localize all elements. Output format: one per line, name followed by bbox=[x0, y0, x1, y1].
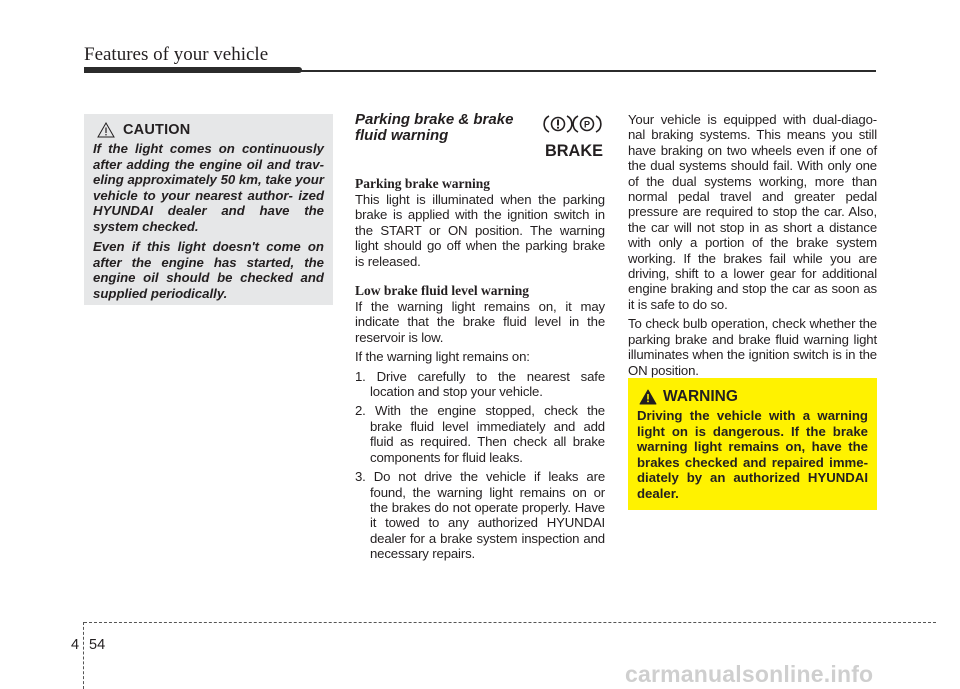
warning-triangle-filled-icon bbox=[639, 389, 657, 405]
warning-header bbox=[637, 388, 868, 406]
paragraph: Your vehicle is equipped with dual-diago- nal braking systems. This means you still have braking on two wheels even if one of the dual systems should fail. With only one of the dual systems working, more than normal pedal travel and greater pedal pressure are required to stop the car. Also, the car will not stop in as short a distance with only a portion of the brake system working. If the brakes fail while you are driving, shift to a lower gear for additional engine braking and stop the car as soon as it is safe to do so. bbox=[628, 112, 877, 312]
warning-box bbox=[628, 378, 877, 510]
list-item: 1. Drive carefully to the nearest safe location and stop your vehicle. bbox=[355, 368, 605, 400]
page-header-title: Features of your vehicle bbox=[84, 44, 269, 65]
header-rule bbox=[300, 70, 876, 72]
warning-title: WARNING bbox=[663, 388, 738, 405]
paragraph: If the warning light remains on: bbox=[355, 349, 530, 365]
header-accent-bar bbox=[84, 67, 302, 73]
watermark: carmanualsonline.info bbox=[625, 661, 874, 687]
middle-column bbox=[355, 112, 605, 562]
steps-list bbox=[355, 369, 605, 562]
brake-warning-icon bbox=[543, 112, 605, 160]
footer-rule bbox=[84, 622, 936, 623]
caution-title: CAUTION bbox=[123, 122, 191, 138]
list-item: 3. Do not drive the vehicle if leaks are found, the warning light remains on or the brakes do not operate properly. Have it towed to any authorized HYUNDAI dealer for a brake system inspection and necessary repairs. bbox=[355, 469, 605, 562]
brake-icon-label: BRAKE bbox=[545, 141, 603, 160]
caution-paragraph: If the light comes on continuously after adding the engine oil and trav- eling approximately 50 km, take your vehicle to your nearest author- ized HYUNDAI dealer and have the system checked. bbox=[93, 141, 324, 234]
paragraph: If the warning light remains on, it may indicate that the brake fluid level in the reservoir is low. bbox=[355, 299, 605, 345]
caution-paragraph: Even if this light doesn't come on after the engine has started, the engine oil should be checked and supplied periodically. bbox=[93, 239, 324, 301]
caution-header bbox=[97, 122, 324, 138]
footer-vertical-rule bbox=[83, 622, 84, 689]
warning-triangle-outline-icon bbox=[97, 122, 115, 138]
caution-box bbox=[84, 114, 333, 305]
warning-text: Driving the vehicle with a warning light on is dangerous. If the brake warning light remains on, have the brakes checked and repaired imme- diately by an authorized HYUNDAI dealer. bbox=[637, 408, 868, 501]
subheading-parking-brake: Parking brake warning bbox=[355, 176, 491, 191]
paragraph: To check bulb operation, check whether the parking brake and brake fluid warning light illuminates when the ignition switch is in the ON position. bbox=[628, 316, 877, 378]
list-item: 2. With the engine stopped, check the brake fluid level immediately and add fluid as required. Then check all brake components for fluid leaks. bbox=[355, 403, 605, 465]
svg-text:P: P bbox=[583, 119, 591, 130]
paragraph: This light is illuminated when the parking brake is applied with the ignition switch in the START or ON position. The warning light should go off when the parking brake is released. bbox=[355, 192, 605, 269]
section-title: Parking brake & brake fluid warning bbox=[355, 111, 514, 144]
chapter-number: 4 bbox=[71, 637, 80, 653]
right-column bbox=[628, 112, 877, 382]
subheading-brake-fluid: Low brake fluid level warning bbox=[355, 283, 530, 299]
page-number: 54 bbox=[89, 637, 106, 653]
